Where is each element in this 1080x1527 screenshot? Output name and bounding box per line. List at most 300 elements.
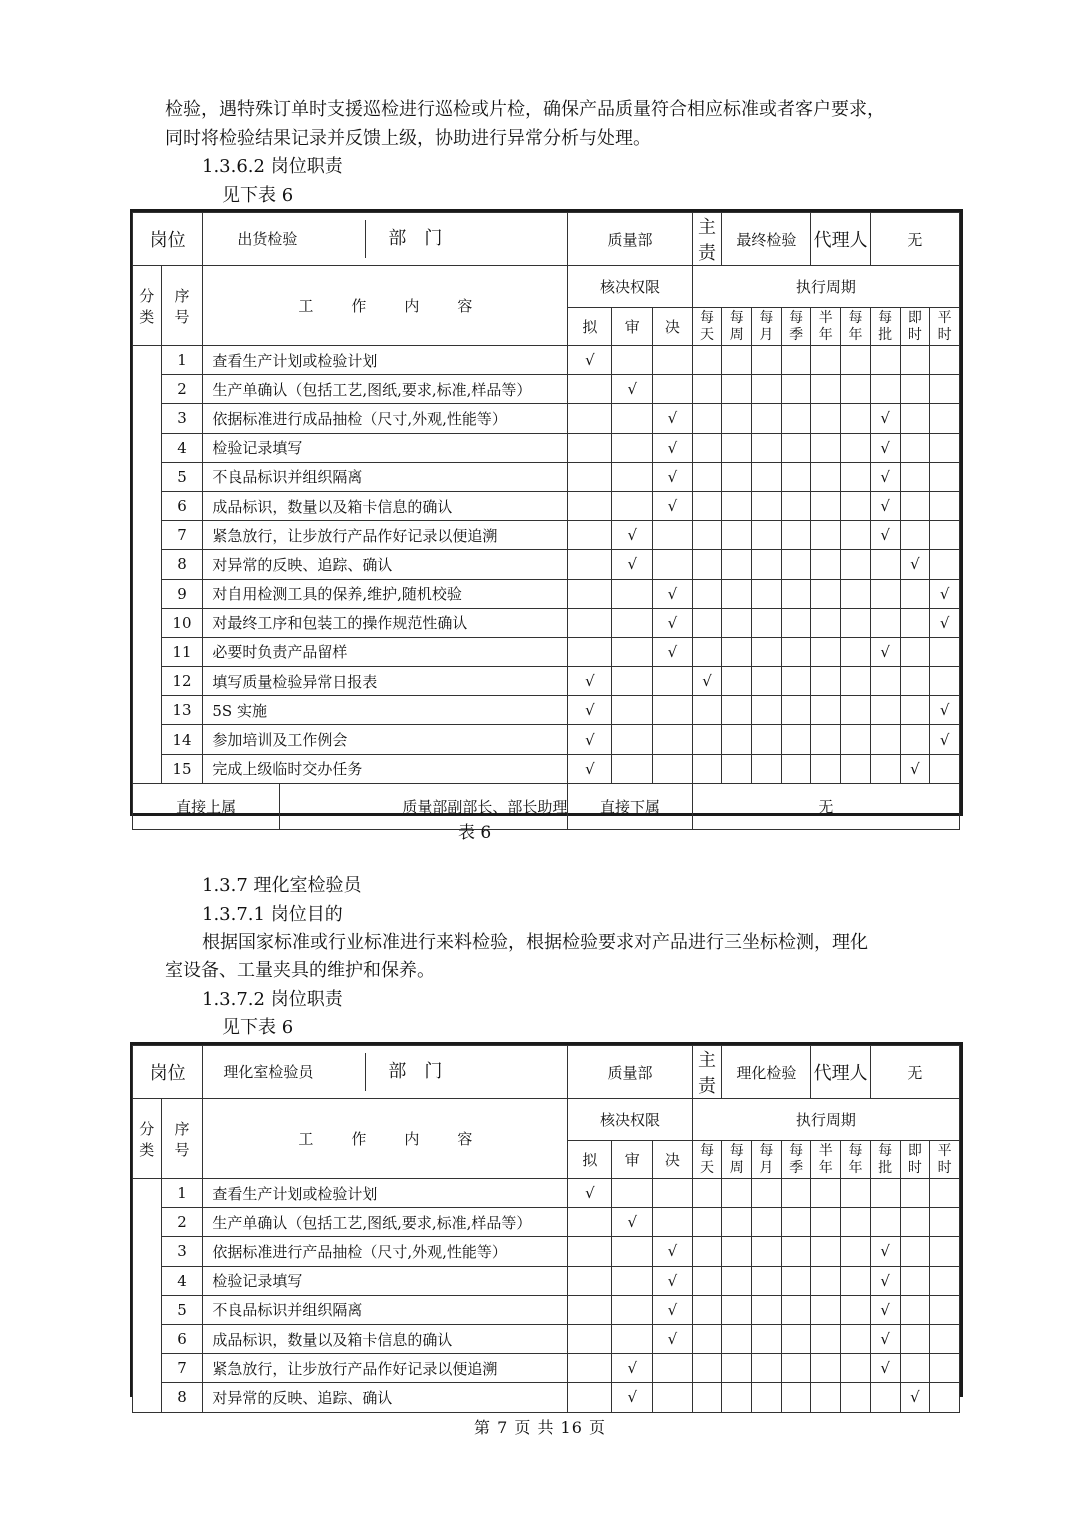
row-number: 11 xyxy=(161,637,203,666)
check-mark-cell xyxy=(841,667,871,696)
check-mark-cell xyxy=(568,579,612,608)
table-row xyxy=(133,433,960,462)
check-mark-cell xyxy=(900,1295,930,1324)
check-mark-cell xyxy=(811,375,841,404)
check-mark-cell xyxy=(811,1237,841,1266)
check-mark-cell: √ xyxy=(612,550,653,579)
check-mark-cell xyxy=(930,637,960,666)
check-mark-cell: √ xyxy=(870,404,900,433)
check-mark-cell xyxy=(870,1208,900,1237)
duty-rows xyxy=(133,1179,960,1413)
check-mark-cell: √ xyxy=(870,1295,900,1324)
check-mark-cell xyxy=(930,462,960,491)
row-number: 8 xyxy=(161,1383,203,1412)
check-mark-cell xyxy=(722,462,752,491)
work-content-header xyxy=(203,266,568,346)
check-mark-cell xyxy=(811,1354,841,1383)
check-mark-cell xyxy=(692,462,722,491)
check-mark-cell: √ xyxy=(900,1383,930,1412)
table-row xyxy=(133,579,960,608)
check-mark-cell: √ xyxy=(568,667,612,696)
check-mark-cell xyxy=(900,1354,930,1383)
check-mark-cell xyxy=(568,1237,612,1266)
draft-header: 拟 xyxy=(568,308,612,346)
check-mark-cell xyxy=(781,1237,811,1266)
check-mark-cell xyxy=(811,667,841,696)
period-col-header: 半 年 xyxy=(811,1141,841,1179)
seq-header xyxy=(161,266,203,346)
check-mark-cell xyxy=(752,491,782,520)
check-mark-cell: √ xyxy=(653,1266,693,1295)
check-mark-cell: √ xyxy=(870,1237,900,1266)
check-mark-cell xyxy=(841,754,871,783)
check-mark-cell xyxy=(781,375,811,404)
see-table-note: 见下表 6 xyxy=(222,185,294,206)
category-header xyxy=(133,1099,162,1179)
check-mark-cell xyxy=(811,1383,841,1412)
check-mark-cell xyxy=(900,579,930,608)
table-row xyxy=(133,696,960,725)
post-value xyxy=(203,213,568,266)
check-mark-cell: √ xyxy=(653,579,693,608)
check-mark-cell xyxy=(930,346,960,375)
period-col-header: 每 月 xyxy=(752,308,782,346)
check-mark-cell xyxy=(781,1324,811,1353)
check-mark-cell xyxy=(900,462,930,491)
table-row xyxy=(133,1179,960,1208)
check-mark-cell xyxy=(781,1266,811,1295)
check-mark-cell xyxy=(568,1295,612,1324)
check-mark-cell xyxy=(612,1179,653,1208)
check-mark-cell xyxy=(752,608,782,637)
decide-header: 决 xyxy=(653,1141,693,1179)
check-mark-cell xyxy=(781,433,811,462)
check-mark-cell xyxy=(841,1324,871,1353)
section-heading-6-2: 1.3.6.2 岗位职责 xyxy=(202,156,343,177)
check-mark-cell xyxy=(781,550,811,579)
table-row xyxy=(133,404,960,433)
check-mark-cell xyxy=(900,608,930,637)
table-row xyxy=(133,491,960,520)
check-mark-cell xyxy=(752,1354,782,1383)
purpose-line-2: 室设备、工量夹具的维护和保养。 xyxy=(165,960,435,981)
row-number: 15 xyxy=(161,754,203,783)
agent-value: 无 xyxy=(870,213,959,266)
seq-char-2: 号 xyxy=(174,1140,190,1159)
check-mark-cell xyxy=(692,754,722,783)
work-content-label: 工作内容 xyxy=(298,1130,511,1148)
check-mark-cell xyxy=(841,1354,871,1383)
draft-header: 拟 xyxy=(568,1141,612,1179)
period-col-header: 平 时 xyxy=(930,308,960,346)
check-mark-cell xyxy=(752,1295,782,1324)
check-mark-cell xyxy=(722,754,752,783)
period-col-header: 每 周 xyxy=(722,308,752,346)
check-mark-cell: √ xyxy=(653,1324,693,1353)
check-mark-cell xyxy=(811,346,841,375)
check-mark-cell xyxy=(900,1237,930,1266)
period-col-header: 半 年 xyxy=(811,308,841,346)
check-mark-cell xyxy=(841,550,871,579)
check-mark-cell xyxy=(653,725,693,754)
check-mark-cell xyxy=(752,754,782,783)
check-mark-cell xyxy=(568,1324,612,1353)
row-number: 4 xyxy=(161,433,203,462)
check-mark-cell: √ xyxy=(612,1383,653,1412)
category-header xyxy=(133,266,162,346)
check-mark-cell xyxy=(752,667,782,696)
check-mark-cell xyxy=(612,346,653,375)
dept-label: 部 门 xyxy=(365,1053,464,1091)
check-mark-cell xyxy=(870,608,900,637)
table-row xyxy=(133,375,960,404)
check-mark-cell xyxy=(722,1383,752,1412)
check-mark-cell xyxy=(930,375,960,404)
table-row xyxy=(133,1266,960,1295)
check-mark-cell xyxy=(870,375,900,404)
table-row xyxy=(133,1295,960,1324)
row-content: 生产单确认（包括工艺,图纸,要求,标准,样品等） xyxy=(203,1208,568,1237)
check-mark-cell: √ xyxy=(870,462,900,491)
check-mark-cell xyxy=(870,696,900,725)
post-value-text: 出货检验 xyxy=(237,230,298,248)
check-mark-cell xyxy=(722,375,752,404)
main-duty-value: 最终检验 xyxy=(722,213,811,266)
row-number: 2 xyxy=(161,1208,203,1237)
check-mark-cell xyxy=(900,1208,930,1237)
table-row xyxy=(133,725,960,754)
period-col-header: 即 时 xyxy=(900,1141,930,1179)
check-mark-cell xyxy=(841,1237,871,1266)
check-mark-cell xyxy=(841,404,871,433)
check-mark-cell xyxy=(811,1295,841,1324)
category-char-2: 类 xyxy=(139,307,155,326)
row-number: 9 xyxy=(161,579,203,608)
check-mark-cell: √ xyxy=(653,608,693,637)
row-number: 1 xyxy=(161,1179,203,1208)
check-mark-cell xyxy=(930,491,960,520)
check-mark-cell: √ xyxy=(653,433,693,462)
check-mark-cell xyxy=(841,1383,871,1412)
check-mark-cell xyxy=(692,1354,722,1383)
check-mark-cell xyxy=(811,696,841,725)
check-mark-cell: √ xyxy=(653,491,693,520)
main-duty-label: 主责 xyxy=(692,1046,722,1099)
check-mark-cell xyxy=(692,1237,722,1266)
table-row xyxy=(133,667,960,696)
check-mark-cell xyxy=(752,1237,782,1266)
check-mark-cell xyxy=(811,1179,841,1208)
check-mark-cell xyxy=(692,696,722,725)
row-content: 不良品标识并组织隔离 xyxy=(203,1295,568,1324)
agent-label: 代理人 xyxy=(811,1046,870,1099)
period-col-header: 即 时 xyxy=(900,308,930,346)
check-mark-cell xyxy=(900,346,930,375)
see-table-note-2: 见下表 6 xyxy=(222,1017,294,1038)
check-mark-cell: √ xyxy=(870,637,900,666)
check-mark-cell xyxy=(900,637,930,666)
check-mark-cell xyxy=(722,1295,752,1324)
check-mark-cell xyxy=(692,608,722,637)
check-mark-cell xyxy=(722,1354,752,1383)
row-number: 12 xyxy=(161,667,203,696)
check-mark-cell xyxy=(870,754,900,783)
check-mark-cell xyxy=(653,1383,693,1412)
check-mark-cell xyxy=(930,1208,960,1237)
check-mark-cell xyxy=(781,1295,811,1324)
category-cell xyxy=(133,1179,162,1413)
dept-value: 质量部 xyxy=(568,1046,692,1099)
check-mark-cell xyxy=(722,1266,752,1295)
check-mark-cell xyxy=(752,1324,782,1353)
check-mark-cell xyxy=(612,404,653,433)
check-mark-cell xyxy=(692,1324,722,1353)
period-col-header: 每 月 xyxy=(752,1141,782,1179)
check-mark-cell xyxy=(692,404,722,433)
check-mark-cell xyxy=(612,754,653,783)
check-mark-cell xyxy=(841,1295,871,1324)
check-mark-cell xyxy=(811,608,841,637)
check-mark-cell xyxy=(811,725,841,754)
check-mark-cell: √ xyxy=(870,1324,900,1353)
check-mark-cell xyxy=(930,521,960,550)
row-content: 依据标准进行产品抽检（尺寸,外观,性能等） xyxy=(203,1237,568,1266)
row-number: 1 xyxy=(161,346,203,375)
check-mark-cell xyxy=(781,404,811,433)
dept-value: 质量部 xyxy=(568,213,692,266)
check-mark-cell xyxy=(752,521,782,550)
row-number: 4 xyxy=(161,1266,203,1295)
check-mark-cell xyxy=(752,1266,782,1295)
review-header: 审 xyxy=(612,308,653,346)
period-col-header: 每 天 xyxy=(692,1141,722,1179)
row-content: 必要时负责产品留样 xyxy=(203,637,568,666)
subordinate-label: 直接下属 xyxy=(568,783,692,829)
check-mark-cell xyxy=(930,1324,960,1353)
check-mark-cell: √ xyxy=(870,491,900,520)
row-content: 成品标识，数量以及箱卡信息的确认 xyxy=(203,1324,568,1353)
table-row xyxy=(133,521,960,550)
row-content: 参加培训及工作例会 xyxy=(203,725,568,754)
period-col-header: 每 季 xyxy=(781,1141,811,1179)
check-mark-cell xyxy=(653,754,693,783)
check-mark-cell xyxy=(900,375,930,404)
check-mark-cell xyxy=(781,696,811,725)
check-mark-cell: √ xyxy=(870,1354,900,1383)
check-mark-cell xyxy=(692,550,722,579)
check-mark-cell xyxy=(692,521,722,550)
check-mark-cell: √ xyxy=(930,608,960,637)
check-mark-cell: √ xyxy=(612,375,653,404)
check-mark-cell xyxy=(841,375,871,404)
category-char-2: 类 xyxy=(139,1140,155,1159)
check-mark-cell xyxy=(653,375,693,404)
decide-header: 决 xyxy=(653,308,693,346)
check-mark-cell xyxy=(653,1179,693,1208)
post-label: 岗位 xyxy=(133,1046,203,1099)
check-mark-cell xyxy=(722,1324,752,1353)
check-mark-cell xyxy=(568,637,612,666)
check-mark-cell xyxy=(870,725,900,754)
check-mark-cell xyxy=(811,1266,841,1295)
dept-label: 部 门 xyxy=(365,220,464,258)
check-mark-cell xyxy=(930,433,960,462)
period-col-header: 每 周 xyxy=(722,1141,752,1179)
period-col-header: 每 天 xyxy=(692,308,722,346)
check-mark-cell: √ xyxy=(870,521,900,550)
check-mark-cell xyxy=(870,1383,900,1412)
check-mark-cell xyxy=(692,433,722,462)
check-mark-cell xyxy=(722,346,752,375)
check-mark-cell xyxy=(568,1383,612,1412)
duty-rows xyxy=(133,346,960,784)
agent-value: 无 xyxy=(870,1046,959,1099)
check-mark-cell xyxy=(568,608,612,637)
row-content: 5S 实施 xyxy=(203,696,568,725)
check-mark-cell xyxy=(653,1208,693,1237)
table-row xyxy=(133,1324,960,1353)
check-mark-cell xyxy=(930,550,960,579)
check-mark-cell xyxy=(930,667,960,696)
post-value xyxy=(203,1046,568,1099)
check-mark-cell xyxy=(811,579,841,608)
check-mark-cell xyxy=(781,667,811,696)
check-mark-cell xyxy=(653,550,693,579)
check-mark-cell xyxy=(752,433,782,462)
row-content: 生产单确认（包括工艺,图纸,要求,标准,样品等） xyxy=(203,375,568,404)
check-mark-cell: √ xyxy=(930,725,960,754)
check-mark-cell xyxy=(841,1179,871,1208)
row-content: 对最终工序和包装工的操作规范性确认 xyxy=(203,608,568,637)
period-header: 执行周期 xyxy=(692,1099,959,1141)
approval-header: 核决权限 xyxy=(568,266,692,308)
row-number: 2 xyxy=(161,375,203,404)
row-content: 成品标识，数量以及箱卡信息的确认 xyxy=(203,491,568,520)
row-content: 检验记录填写 xyxy=(203,433,568,462)
check-mark-cell xyxy=(612,637,653,666)
row-number: 3 xyxy=(161,1237,203,1266)
check-mark-cell xyxy=(752,637,782,666)
check-mark-cell xyxy=(612,1237,653,1266)
row-number: 5 xyxy=(161,462,203,491)
check-mark-cell xyxy=(930,1383,960,1412)
purpose-line-1: 根据国家标准或行业标准进行来料检验，根据检验要求对产品进行三坐标检测，理化 xyxy=(202,932,868,953)
row-number: 6 xyxy=(161,491,203,520)
check-mark-cell xyxy=(900,667,930,696)
check-mark-cell xyxy=(722,1208,752,1237)
check-mark-cell xyxy=(930,404,960,433)
check-mark-cell xyxy=(612,725,653,754)
check-mark-cell xyxy=(870,667,900,696)
check-mark-cell xyxy=(781,1383,811,1412)
check-mark-cell xyxy=(841,608,871,637)
table-row xyxy=(133,608,960,637)
check-mark-cell xyxy=(612,1266,653,1295)
check-mark-cell xyxy=(900,1324,930,1353)
row-number: 14 xyxy=(161,725,203,754)
check-mark-cell: √ xyxy=(900,550,930,579)
check-mark-cell xyxy=(811,433,841,462)
check-mark-cell xyxy=(781,521,811,550)
check-mark-cell xyxy=(811,637,841,666)
check-mark-cell xyxy=(692,1179,722,1208)
check-mark-cell xyxy=(722,404,752,433)
intro-line-1: 检验，遇特殊订单时支援巡检进行巡检或片检，确保产品质量符合相应标准或者客户要求， xyxy=(165,99,885,120)
check-mark-cell xyxy=(653,1354,693,1383)
seq-char-1: 序 xyxy=(174,286,190,305)
table-row xyxy=(133,346,960,375)
check-mark-cell xyxy=(930,1266,960,1295)
check-mark-cell xyxy=(722,637,752,666)
check-mark-cell xyxy=(692,491,722,520)
check-mark-cell xyxy=(900,521,930,550)
check-mark-cell xyxy=(722,725,752,754)
row-content: 查看生产计划或检验计划 xyxy=(203,1179,568,1208)
check-mark-cell xyxy=(781,346,811,375)
check-mark-cell xyxy=(811,491,841,520)
check-mark-cell xyxy=(692,725,722,754)
check-mark-cell xyxy=(612,696,653,725)
check-mark-cell xyxy=(870,579,900,608)
intro-line-2: 同时将检验结果记录并反馈上级，协助进行异常分析与处理。 xyxy=(165,128,651,149)
subordinate-value: 无 xyxy=(692,783,959,829)
period-col-header: 平 时 xyxy=(930,1141,960,1179)
superior-value-text: 质量部副部长、部长助理 xyxy=(402,797,568,816)
section-heading-7: 1.3.7 理化室检验员 xyxy=(202,875,362,896)
row-content: 对异常的反映、追踪、确认 xyxy=(203,1383,568,1412)
row-content: 填写质量检验异常日报表 xyxy=(203,667,568,696)
period-header: 执行周期 xyxy=(692,266,959,308)
category-char-1: 分 xyxy=(139,1119,155,1138)
main-duty-label: 主责 xyxy=(692,213,722,266)
period-col-header: 每 年 xyxy=(841,1141,871,1179)
row-number: 3 xyxy=(161,404,203,433)
check-mark-cell: √ xyxy=(930,579,960,608)
check-mark-cell xyxy=(900,1266,930,1295)
category-cell xyxy=(133,346,162,784)
check-mark-cell: √ xyxy=(568,725,612,754)
check-mark-cell xyxy=(870,550,900,579)
period-col-header: 每 批 xyxy=(870,308,900,346)
check-mark-cell xyxy=(692,579,722,608)
check-mark-cell xyxy=(841,696,871,725)
check-mark-cell xyxy=(752,696,782,725)
check-mark-cell: √ xyxy=(568,696,612,725)
check-mark-cell: √ xyxy=(653,1237,693,1266)
check-mark-cell: √ xyxy=(612,1208,653,1237)
check-mark-cell xyxy=(841,637,871,666)
check-mark-cell xyxy=(841,1208,871,1237)
check-mark-cell xyxy=(653,696,693,725)
check-mark-cell xyxy=(811,521,841,550)
check-mark-cell xyxy=(568,462,612,491)
row-content: 依据标准进行成品抽检（尺寸,外观,性能等） xyxy=(203,404,568,433)
seq-char-2: 号 xyxy=(174,307,190,326)
check-mark-cell: √ xyxy=(653,462,693,491)
check-mark-cell: √ xyxy=(612,1354,653,1383)
duty-table-lab-inspector xyxy=(130,1042,963,1407)
check-mark-cell xyxy=(811,1208,841,1237)
row-content: 完成上级临时交办任务 xyxy=(203,754,568,783)
check-mark-cell xyxy=(781,637,811,666)
check-mark-cell xyxy=(930,1295,960,1324)
check-mark-cell xyxy=(612,579,653,608)
check-mark-cell xyxy=(722,579,752,608)
check-mark-cell xyxy=(930,1237,960,1266)
table-row xyxy=(133,637,960,666)
row-number: 8 xyxy=(161,550,203,579)
check-mark-cell xyxy=(900,433,930,462)
